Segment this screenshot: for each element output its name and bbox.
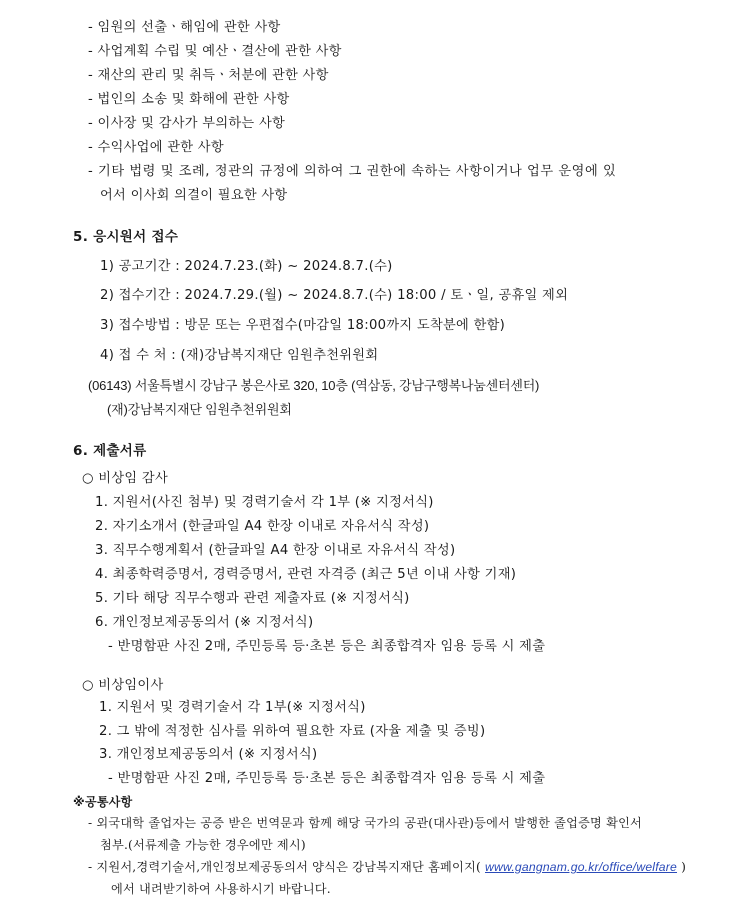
common-note-foreign-degree: - 외국대학 졸업자는 공증 받은 번역문과 함께 해당 국가의 공관(대사관)등에서 발행한 졸업증명 확인서: [88, 816, 643, 830]
common-note-foreign-degree-continuation: 첨부.(서류제출 가능한 경우에만 제시): [100, 838, 306, 852]
common-note-forms-continuation: 에서 내려받기하여 사용하시기 바랍니다.: [111, 882, 331, 896]
section-5-heading: 5. 응시원서 접수: [73, 229, 179, 245]
common-note-forms-text: - 지원서,경력기술서,개인정보제공동의서 양식은 강남복지재단 홈페이지(: [88, 860, 481, 874]
director-document-item: 1. 지원서 및 경력기술서 각 1부(※ 지정서식): [99, 700, 366, 715]
submission-period: 2) 접수기간 : 2024.7.29.(월) ~ 2024.8.7.(수) 18:00 / 토ㆍ일, 공휴일 제외: [100, 288, 569, 303]
duty-item: - 재산의 관리 및 취득ㆍ처분에 관한 사항: [88, 68, 329, 83]
duty-item: - 수익사업에 관한 사항: [88, 140, 224, 155]
duty-item: - 이사장 및 감사가 부의하는 사항: [88, 116, 286, 131]
duty-item: - 법인의 소송 및 화해에 관한 사항: [88, 92, 290, 107]
application-period: 1) 공고기간 : 2024.7.23.(화) ~ 2024.8.7.(수): [100, 259, 393, 274]
director-group-title: ○ 비상임이사: [82, 678, 164, 693]
duty-item: - 사업계획 수립 및 예산ㆍ결산에 관한 사항: [88, 44, 342, 59]
common-note-forms-close: ): [681, 860, 687, 874]
auditor-document-item: 5. 기타 해당 직무수행과 관련 제출자료 (※ 지정서식): [95, 591, 410, 606]
mailing-recipient: (재)강남복지재단 임원추천위원회: [107, 402, 292, 417]
director-document-item: 3. 개인정보제공동의서 (※ 지정서식): [99, 747, 318, 762]
auditor-group-title: ○ 비상임 감사: [82, 471, 168, 486]
homepage-link[interactable]: www.gangnam.go.kr/office/welfare: [485, 860, 678, 874]
director-document-item: 2. 그 밖에 적정한 심사를 위하여 필요한 자료 (자율 제출 및 증빙): [99, 724, 486, 739]
auditor-document-item: 1. 지원서(사진 첨부) 및 경력기술서 각 1부 (※ 지정서식): [95, 495, 434, 510]
common-notes-marker: ※공통사항: [73, 795, 133, 809]
duty-item-continuation: 어서 이사회 의결이 필요한 사항: [100, 188, 288, 203]
duty-item: - 임원의 선출ㆍ해임에 관한 사항: [88, 20, 281, 35]
mailing-address: (06143) 서울특별시 강남구 봉은사로 320, 10층 (역삼동, 강남구행복나눔센터센터): [88, 378, 540, 393]
submission-method: 3) 접수방법 : 방문 또는 우편접수(마감일 18:00까지 도착분에 한함): [100, 318, 506, 333]
submission-place: 4) 접 수 처 : (재)강남복지재단 임원추천위원회: [100, 348, 379, 363]
auditor-document-item: 6. 개인정보제공동의서 (※ 지정서식): [95, 615, 314, 630]
auditor-document-item: 4. 최종학력증명서, 경력증명서, 관련 자격증 (최근 5년 이내 사항 기재): [95, 567, 517, 582]
auditor-document-item: 3. 직무수행계획서 (한글파일 A4 한장 이내로 자유서식 작성): [95, 543, 456, 558]
auditor-note: - 반명함판 사진 2매, 주민등록 등·초본 등은 최종합격자 임용 등록 시 제출: [108, 639, 546, 654]
common-note-forms: [88, 858, 686, 876]
auditor-document-item: 2. 자기소개서 (한글파일 A4 한장 이내로 자유서식 작성): [95, 519, 430, 534]
duty-item: - 기타 법령 및 조례, 정관의 규정에 의하여 그 권한에 속하는 사항이거나 업무 운영에 있: [88, 164, 617, 179]
section-6-heading: 6. 제출서류: [73, 443, 147, 459]
director-note: - 반명함판 사진 2매, 주민등록 등·초본 등은 최종합격자 임용 등록 시 제출: [108, 771, 546, 786]
